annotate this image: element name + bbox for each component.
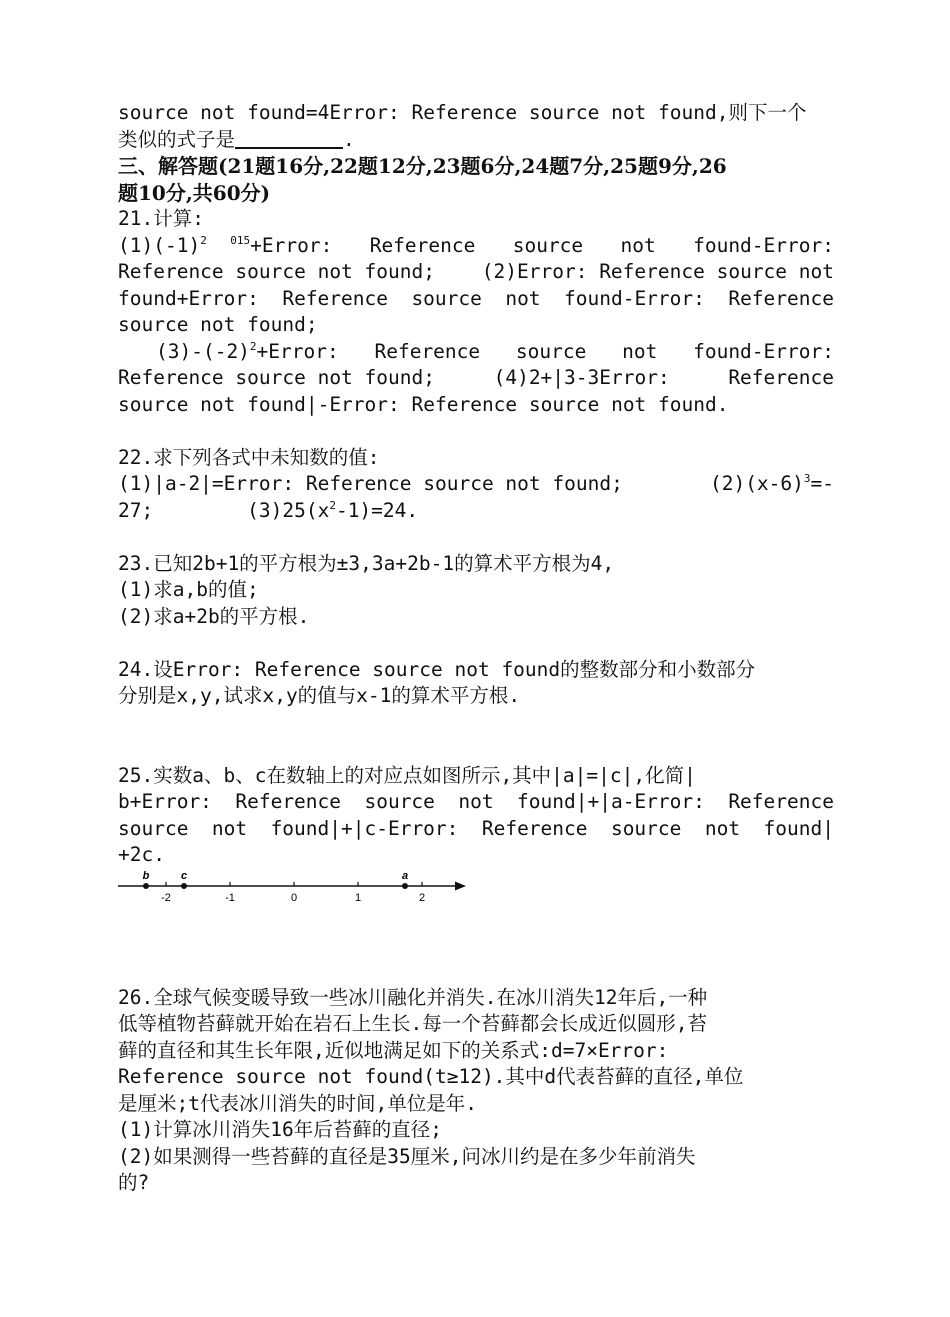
arrow-icon xyxy=(455,881,466,890)
section-title: 题10分,共60分) xyxy=(118,180,271,205)
text-line: 类似的式子是 . xyxy=(118,127,355,151)
question-21-line: source not found; xyxy=(118,313,318,336)
question-26-line: 是厘米;t代表冰川消失的时间,单位是年. xyxy=(118,1091,477,1115)
number-line-figure xyxy=(118,871,478,907)
point-c xyxy=(181,883,187,889)
tick-label: 1 xyxy=(354,891,362,904)
question-24-line: 分别是x,y,试求x,y的值与x-1的算术平方根. xyxy=(118,684,521,707)
question-21-line: Reference source not found; (4)2+|3-3Error: Reference xyxy=(118,366,834,389)
question-26-line: 低等植物苔藓就开始在岩石上生长.每一个苔藓都会长成近似圆形,苔 xyxy=(118,1012,707,1035)
tick-label: 0 xyxy=(290,891,298,904)
question-23-line: (2)求a+2b的平方根. xyxy=(118,604,310,628)
question-26-line: Reference source not found(t≥12).其中d代表苔藓的直径,单位 xyxy=(118,1065,744,1088)
question-25-line: 25.实数a、b、c在数轴上的对应点如图所示,其中|a|=|c|,化简| xyxy=(118,763,696,787)
point-label: a xyxy=(401,870,409,882)
answer-blank xyxy=(235,127,343,149)
question-25-line: b+Error: Reference source not found|+|a-Error: Reference xyxy=(118,790,834,813)
question-21-line: source not found|-Error: Reference source not found. xyxy=(118,392,729,416)
question-26-line: 26.全球气候变暖导致一些冰川融化并消失.在冰川消失12年后,一种 xyxy=(118,985,708,1009)
text-line: source not found=4Error: Reference source not found,则下一个 xyxy=(118,101,807,124)
question-25-line: source not found|+|c-Error: Reference source not found| xyxy=(118,816,834,840)
question-22-line: (1)|a-2|=Error: Reference source not found; $(2)(x-6)^3=-$ xyxy=(118,472,834,495)
question-21-line: $(3)-(-2)^2+Error$: Reference source not found-Error: xyxy=(156,339,834,363)
question-21-line: found+Error: Reference source not found-Error: Reference xyxy=(118,286,834,310)
tick-label: -2 xyxy=(161,891,171,904)
question-23-line: (1)求a,b的值; xyxy=(118,578,259,601)
section-title: 三、解答题(21题16分,22题12分,23题6分,24题7分,25题9分,26 xyxy=(118,154,727,178)
question-22-line: 27; $(3)25(x^2-1)=24$. xyxy=(118,498,419,522)
question-25-line: +2c. xyxy=(118,843,165,866)
point-b xyxy=(143,883,149,889)
question-23-line: 23.已知2b+1的平方根为±3,3a+2b-1的算术平方根为4, xyxy=(118,551,615,575)
document-page xyxy=(118,100,834,1197)
question-26-line: 藓的直径和其生长年限,近似地满足如下的关系式:d=7×Error: xyxy=(118,1038,669,1062)
point-label: c xyxy=(180,870,188,882)
question-26-line: (1)计算冰川消失16年后苔藓的直径; xyxy=(118,1118,442,1141)
question-22-title: 22.求下列各式中未知数的值: xyxy=(118,445,380,469)
point-label: b xyxy=(142,870,150,882)
question-21-title: 21.计算: xyxy=(118,207,204,230)
question-26-line: 的? xyxy=(118,1171,150,1194)
tick-label: 2 xyxy=(418,891,426,904)
question-21-line: Reference source not found; (2)Error: Reference source not xyxy=(118,260,834,283)
tick-label: -1 xyxy=(225,891,235,904)
question-26-line: (2)如果测得一些苔藓的直径是35厘米,问冰川约是在多少年前消失 xyxy=(118,1144,696,1168)
question-21-line: $(1)(-1)^2$ $^{015}$+Error: Reference source not found-Error: xyxy=(118,233,834,257)
point-a xyxy=(402,883,408,889)
question-24-line: 24.设Error: Reference source not found的整数部分和小数部分 xyxy=(118,657,756,681)
